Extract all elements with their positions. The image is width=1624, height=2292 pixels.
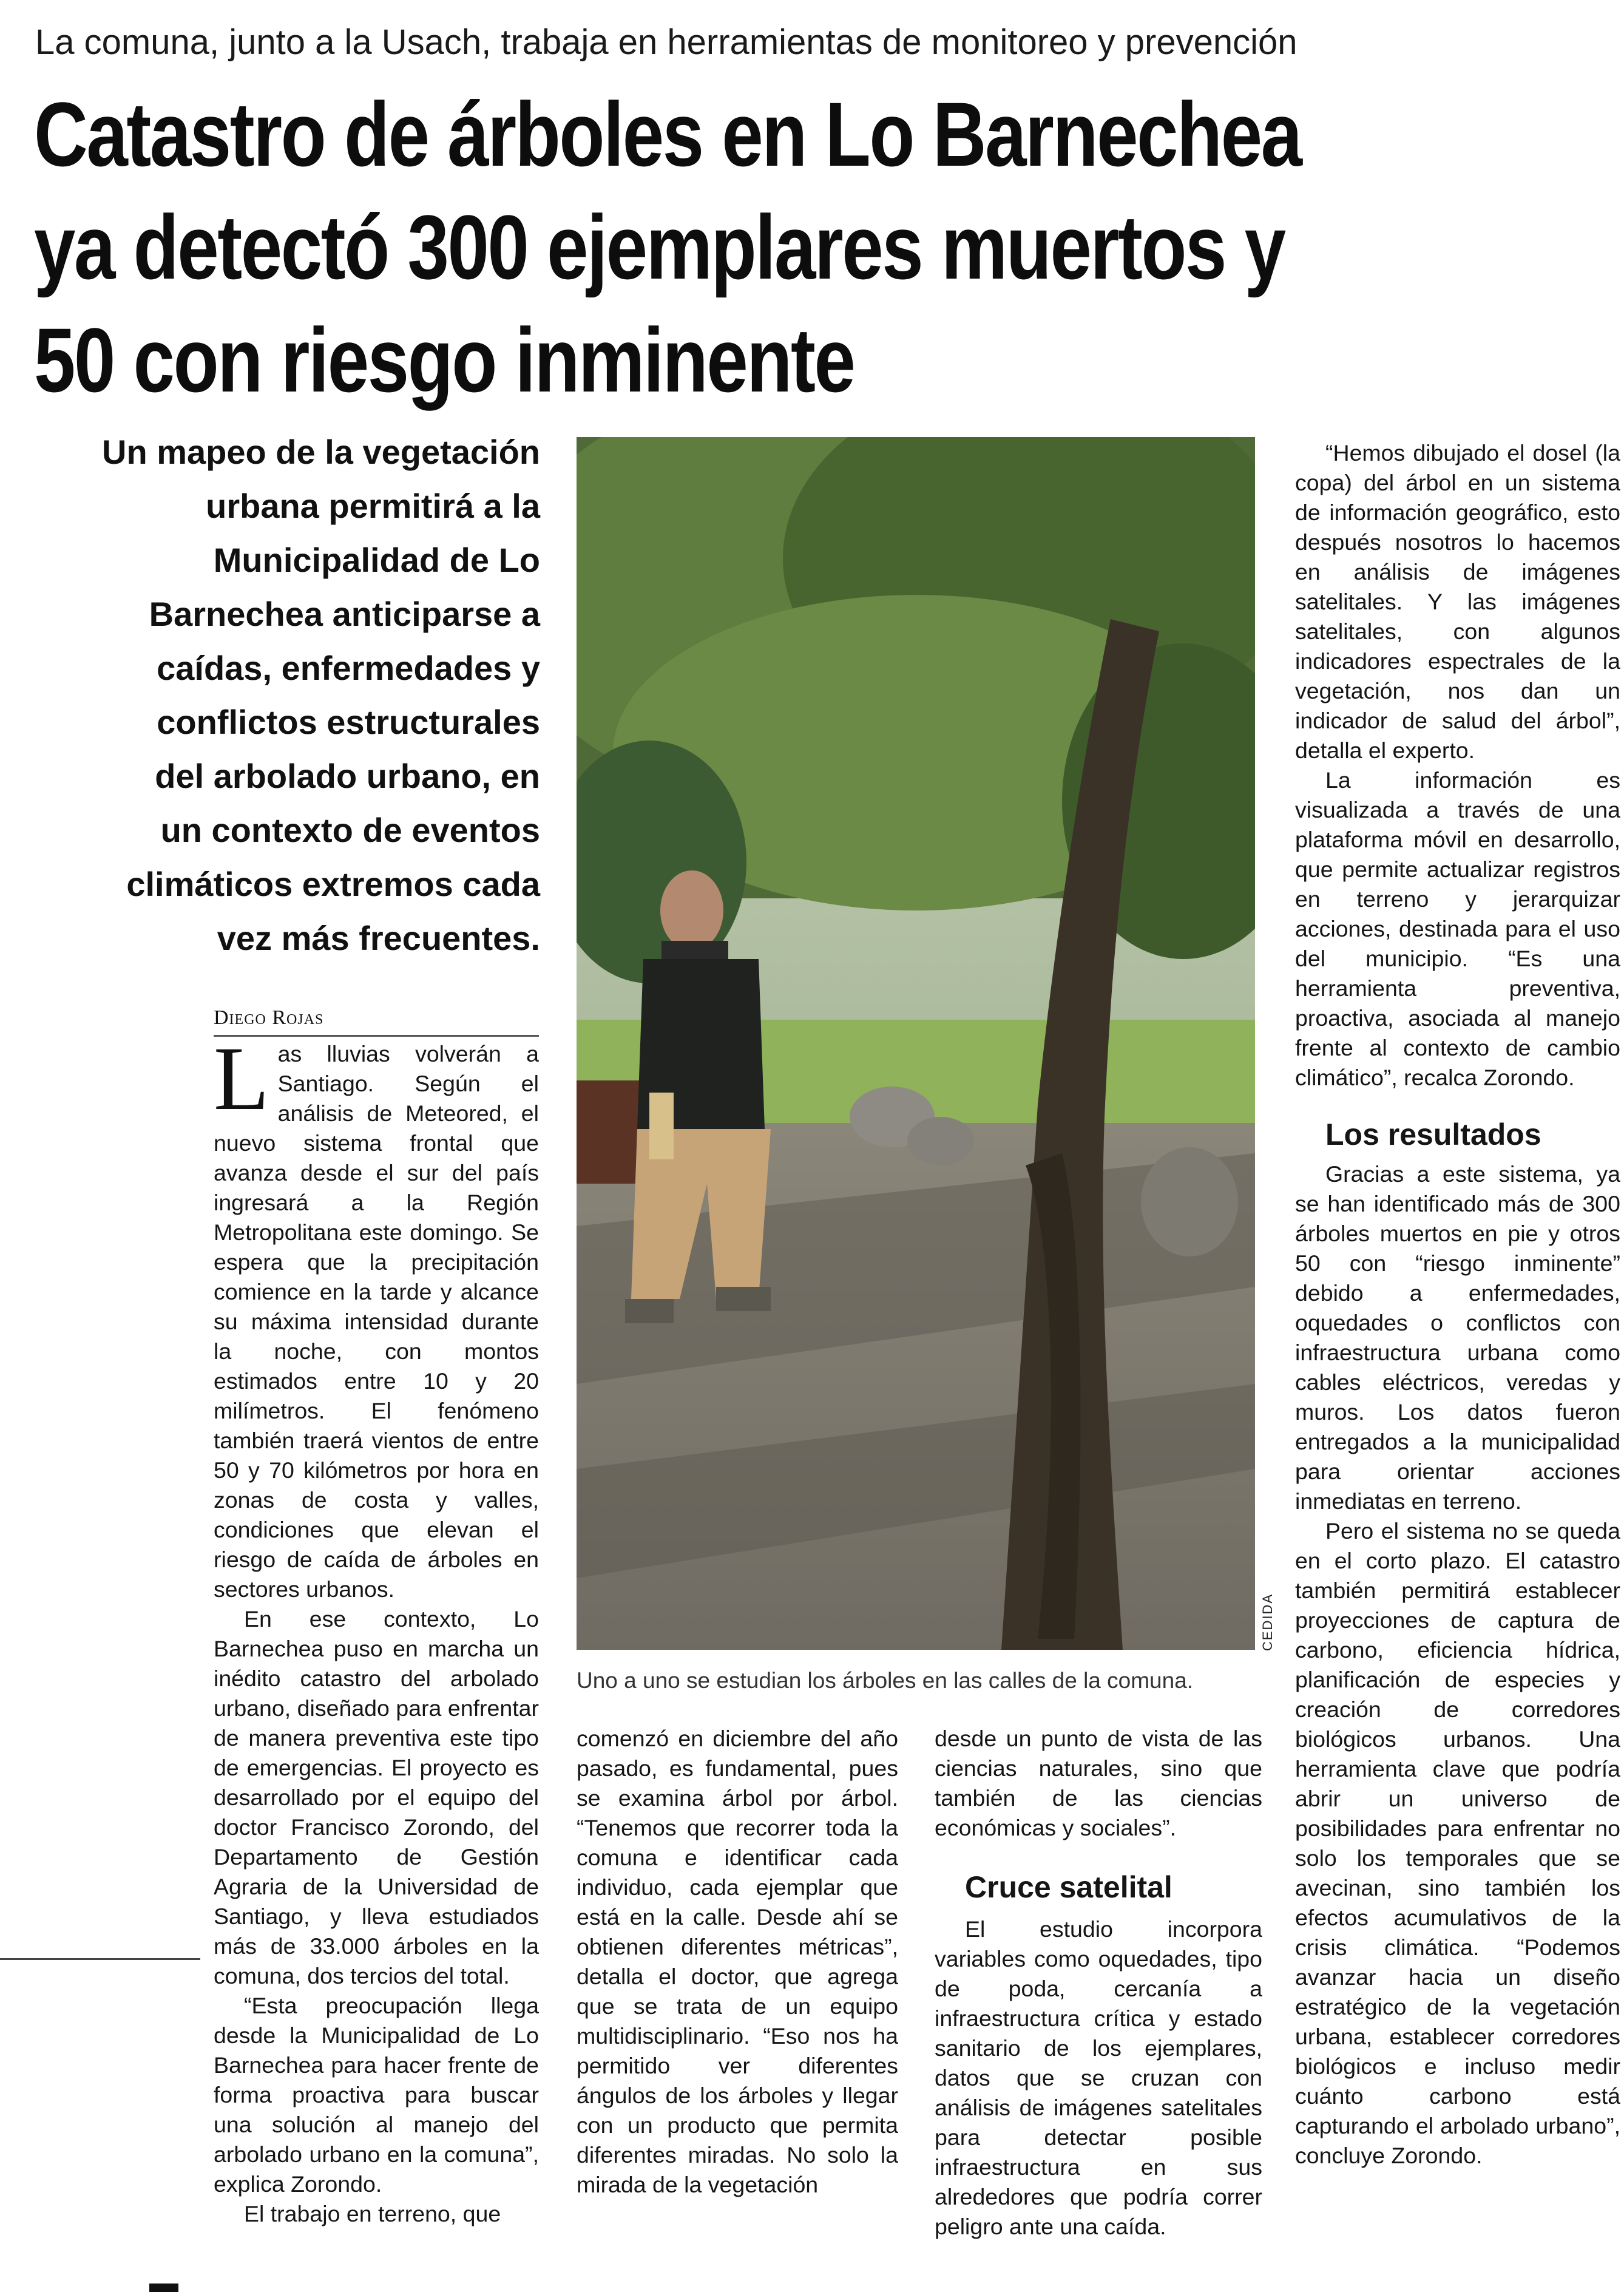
article-column-1: [214, 1028, 539, 2253]
deck-line: Barnechea anticiparse a: [149, 595, 540, 633]
photo-illustration: [577, 437, 1255, 1650]
deck-line: Un mapeo de la vegetación: [102, 433, 540, 471]
headline: [34, 78, 1328, 416]
paragraph: comenzó en diciembre del año pasado, es fundamental, pues se examina árbol por árbol. “Tenemos que recorrer toda la comuna e identificar cada individuo, cada ejemplar que está en la calle. Desde ahí se obtienen diferentes métricas”, detalla el doctor, que agrega que se trata de un equipo multidisciplinario. “Eso nos ha permitido ver diferentes ángulos de los árboles y llegar con un producto que permita diferentes miradas. No solo la mirada de la vegetación: [577, 1726, 898, 2197]
paragraph: desde un punto de vista de las ciencias naturales, sino que también de las ciencias económicas y sociales”.: [935, 1726, 1262, 1840]
headline-line: Catastro de árboles en Lo Barnechea: [34, 83, 1301, 185]
deck-line: vez más frecuentes.: [217, 919, 540, 957]
photo-caption: Uno a uno se estudian los árboles en las calles de la comuna.: [577, 1668, 1194, 1693]
headline-line: ya detectó 300 ejemplares muertos y: [34, 196, 1285, 298]
byline: Diego Rojas: [214, 1005, 539, 1037]
deck-line: caídas, enfermedades y: [157, 649, 540, 687]
deck: [24, 425, 540, 965]
subhead-los-resultados: Los resultados: [1325, 1117, 1541, 1151]
column-rule: [0, 1958, 200, 1960]
deck-line: conflictos estructurales: [157, 703, 540, 741]
deck-line: un contexto de eventos: [160, 811, 540, 849]
deck-line: urbana permitirá a la: [206, 487, 540, 525]
deck-line: del arbolado urbano, en: [155, 757, 540, 795]
paragraph: El trabajo en terreno, que: [244, 2201, 501, 2226]
article-column-4: [1295, 438, 1620, 2171]
subhead-cruce-satelital: Cruce satelital: [965, 1870, 1172, 1904]
paragraph: “Esta preocupación llega desde la Municipalidad de Lo Barnechea para hacer frente de forma proactiva para buscar una solución al manejo del arbolado urbano en la comuna”, explica Zorondo.: [214, 1993, 539, 2197]
paragraph: Pero el sistema no se queda en el corto plazo. El catastro también permitirá establecer proyecciones de captura de carbono, eficiencia hídrica, planificación de especies y creación de corredores biológicos urbanos. Una herramienta clave que podría abrir un universo de posibilidades para enfrentar no solo los temporales que se avecinan, sino también los efectos acumulativos de la crisis climática. “Podemos avanzar hacia un diseño estratégico de la vegetación urbana, establecer corredores biológicos e incluso medir cuánto carbono está capturando el arbolado urbano”, concluye Zorondo.: [1295, 1518, 1620, 2168]
deck-line: Municipalidad de Lo: [213, 541, 540, 579]
headline-line: 50 con riesgo inminente: [34, 309, 854, 411]
paragraph: El estudio incorpora variables como oquedades, tipo de poda, cercanía a infraestructura crítica y estado sanitario de los ejemplares, datos que se cruzan con análisis de imágenes satelitales para detectar posible infraestructura en sus alrededores que podría correr peligro ante una caída.: [935, 1916, 1262, 2239]
kicker: La comuna, junto a la Usach, trabaja en herramientas de monitoreo y prevención: [35, 22, 1298, 62]
photo-credit: CEDIDA: [1260, 1593, 1275, 1651]
drop-cap: L: [214, 1028, 269, 1129]
bottom-mark: [149, 2284, 178, 2292]
paragraph: En ese contexto, Lo Barnechea puso en marcha un inédito catastro del arbolado urbano, diseñado para enfrentar de manera preventiva este tipo de emergencias. El proyecto es desarrollado por el equipo del doctor Francisco Zorondo, del Departamento de Gestión Agraria de la Universidad de Santiago, y lleva estudiados más de 33.000 árboles en la comuna, dos tercios del total.: [214, 1606, 539, 1989]
paragraph: as lluvias volverán a Santiago. Según el análisis de Meteored, el nuevo sistema frontal que avanza desde el sur del país ingresará a la Región Metropolitana este domingo. Se espera que la precipitación comience en la tarde y alcance su máxima intensidad durante la noche, con montos estimados entre 10 y 20 milímetros. El fenómeno también traerá vientos de entre 50 y 70 kilómetros por hora en zonas de costa y valles, condiciones que elevan el riesgo de caída de árboles en sectores urbanos.: [214, 1041, 539, 1602]
article-photo: [577, 437, 1255, 1650]
paragraph: La información es visualizada a través de una plataforma móvil en desarrollo, que permite actualizar registros en terreno y jerarquizar acciones, destinada para el uso del municipio. “Es una herramienta preventiva, proactiva, asociada al manejo frente al contexto de cambio climático”, recalca Zorondo.: [1295, 767, 1620, 1090]
deck-line: climáticos extremos cada: [126, 865, 540, 903]
article-column-2: [577, 1724, 898, 2200]
paragraph: Gracias a este sistema, ya se han identificado más de 300 árboles muertos en pie y otros 50 con “riesgo inminente” debido a enfermedades, oquedades o conflictos con infraestructura urbana como cables eléctricos, veredas y muros. Los datos fueron entregados a la municipalidad para orientar acciones inmediatas en terreno.: [1295, 1161, 1620, 1514]
article-column-3: [935, 1724, 1262, 2242]
paragraph: “Hemos dibujado el dosel (la copa) del árbol en un sistema de información geográfico, esto después nosotros lo hacemos en análisis de imágenes satelitales. Y las imágenes satelitales, con algunos indicadores espectrales de la vegetación, nos dan un indicador de salud del árbol”, detalla el experto.: [1295, 440, 1620, 763]
